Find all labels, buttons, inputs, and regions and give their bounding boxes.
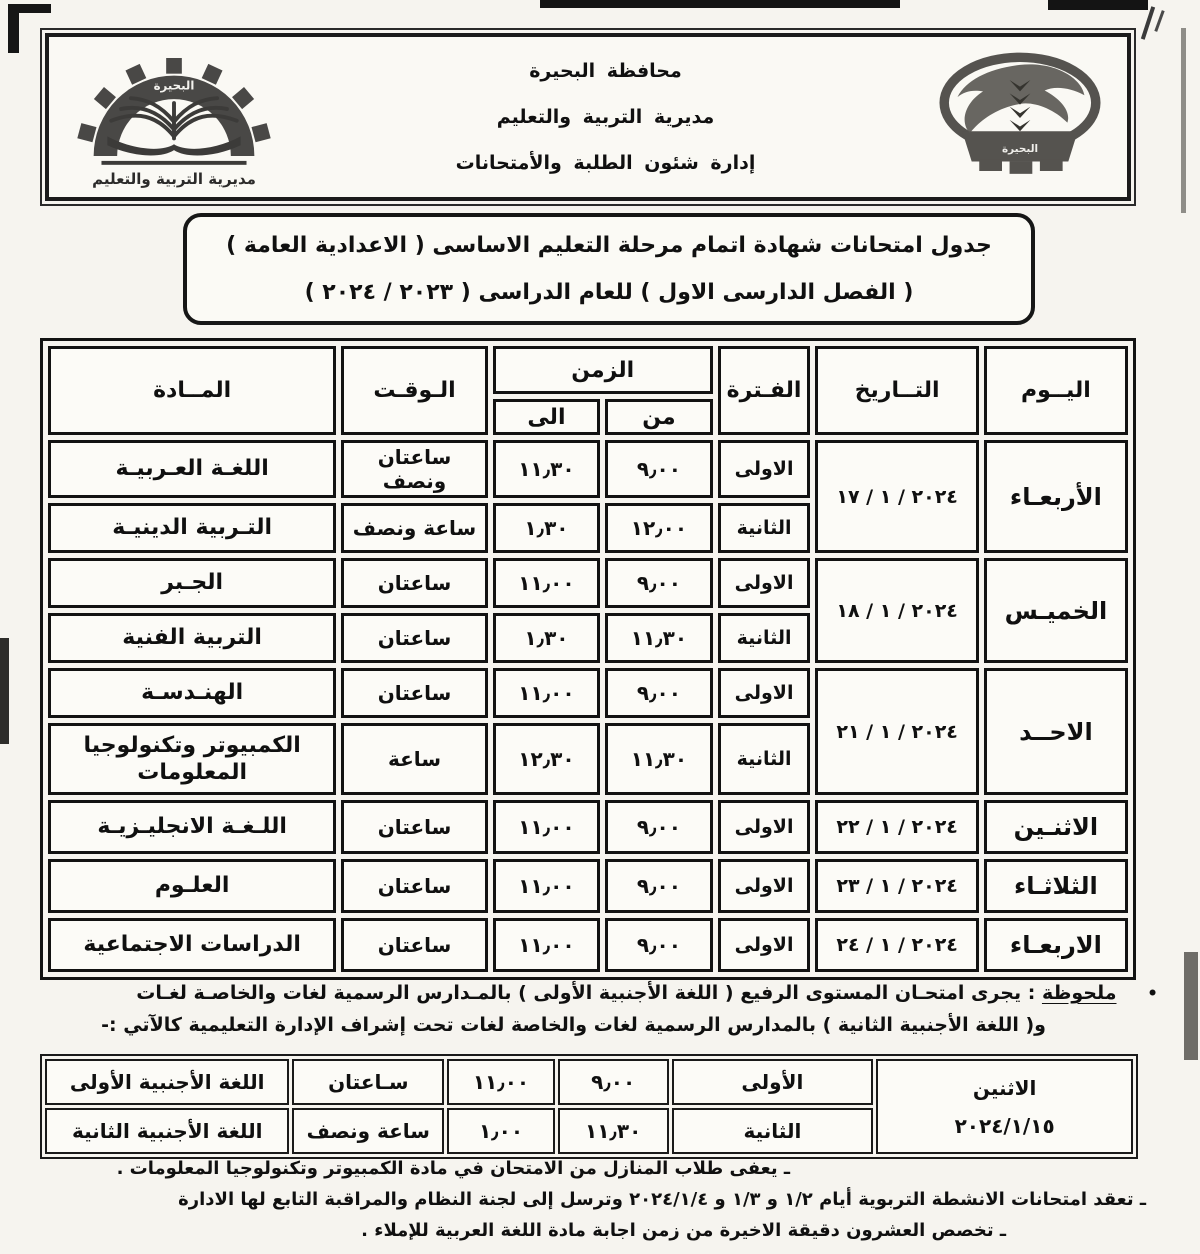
duration-cell: ساعتان: [341, 859, 487, 913]
time-from-cell: ٩٫٠٠: [605, 800, 712, 854]
time-from-cell: ٩٫٠٠: [605, 558, 712, 608]
period-cell: الأولى: [672, 1059, 874, 1105]
time-to-cell: ١١٫٠٠: [493, 859, 600, 913]
header-time: الزمن: [493, 346, 713, 394]
note-label: ملحوظة: [1041, 982, 1117, 1004]
day-cell: الثلاثـاء: [984, 859, 1128, 913]
header-duration: الـوقـت: [341, 346, 487, 435]
beheira-governorate-logo: [912, 42, 1127, 192]
table-row: [45, 1059, 1133, 1105]
table-row: [48, 668, 1128, 718]
language-exam-table: [40, 1054, 1138, 1159]
org-header-text: [299, 60, 912, 174]
time-to-cell: ١١٫٠٠: [493, 918, 600, 972]
date-cell: ٢٠٢٤ / ١ / ٢٤: [815, 918, 978, 972]
time-from-cell: ١١٫٣٠: [558, 1108, 669, 1154]
time-from-cell: ٩٫٠٠: [605, 918, 712, 972]
subject-cell: العلـوم: [48, 859, 336, 913]
note-text1: : يجرى امتحـان المستوى الرفيع ( اللغة الأجنبية الأولى ) بالمـدارس الرسمية لغات والخاصـة لغـات: [136, 982, 1036, 1004]
time-to-cell: ١٫٠٠: [447, 1108, 555, 1154]
scan-artifact-top-streak-1: [540, 0, 900, 8]
day-cell: الاحــد: [984, 668, 1128, 795]
period-cell: الاولى: [718, 918, 811, 972]
org-line-directorate: مديرية التربية والتعليم: [496, 106, 715, 128]
org-line-department: إدارة شئون الطلبة والأمتحانات: [455, 152, 756, 174]
scan-artifact-pen-mark: [1141, 6, 1155, 40]
duration-cell: ساعة ونصف: [341, 503, 487, 553]
table-row: [48, 440, 1128, 498]
date-cell: ٢٠٢٤ / ١ / ٢١: [815, 668, 978, 795]
footnotes-block: [42, 1158, 1152, 1251]
table-header-row: [48, 346, 1128, 394]
note-line2: و( اللغة الأجنبية الثانية ) بالمدارس الرسمية لغات والخاصة لغات تحت إشراف الإدارة التعليمية كالآتي :-: [101, 1014, 1046, 1036]
time-from-cell: ٩٫٠٠: [605, 859, 712, 913]
time-from-cell: ١١٫٣٠: [605, 613, 712, 663]
day-cell: الأربعـاء: [984, 440, 1128, 553]
header-day: اليــوم: [984, 346, 1128, 435]
header-period: الفـترة: [718, 346, 811, 435]
duration-cell: ساعتان: [341, 918, 487, 972]
org-line-governorate: محافظة البحيرة: [529, 60, 682, 82]
period-cell: الثانية: [718, 613, 811, 663]
period-cell: الاولى: [718, 558, 811, 608]
header-date: التــاريخ: [815, 346, 978, 435]
header-time-from: من: [605, 399, 712, 435]
duration-cell: ساعة ونصف: [292, 1108, 444, 1154]
exam-schedule-table: [40, 338, 1136, 980]
duration-cell: ساعتان: [341, 800, 487, 854]
lang-day: الاثنين: [972, 1075, 1037, 1100]
table-row: [48, 859, 1128, 913]
subject-cell: الكمبيوتر وتكنولوجيا المعلومات: [48, 723, 336, 795]
time-to-cell: ١٢٫٣٠: [493, 723, 600, 795]
date-cell: ٢٠٢٤ / ١ / ٢٣: [815, 859, 978, 913]
duration-cell: ساعتان ونصف: [341, 440, 487, 498]
duration-cell: ساعتان: [341, 613, 487, 663]
subject-cell: الهنـدسـة: [48, 668, 336, 718]
time-to-cell: ١١٫٠٠: [447, 1059, 555, 1105]
subject-cell: الدراسات الاجتماعية: [48, 918, 336, 972]
subject-cell: اللغة الأجنبية الأولى: [45, 1059, 289, 1105]
subject-cell: اللغـة العـربيـة: [48, 440, 336, 498]
time-to-cell: ١١٫٠٠: [493, 558, 600, 608]
beheira-logo-label: البحيرة: [1001, 143, 1038, 156]
note-block: [42, 982, 1158, 1036]
schedule-title-box: [183, 213, 1035, 325]
period-cell: الاولى: [718, 440, 811, 498]
period-cell: الاولى: [718, 800, 811, 854]
time-to-cell: ١٫٣٠: [493, 503, 600, 553]
time-from-cell: ٩٫٠٠: [605, 440, 712, 498]
day-date-cell: [876, 1059, 1133, 1154]
period-cell: الثانية: [718, 503, 811, 553]
time-from-cell: ١١٫٣٠: [605, 723, 712, 795]
org-header-box: [45, 33, 1131, 201]
time-to-cell: ١٫٣٠: [493, 613, 600, 663]
scan-artifact-top-streak-2: [1048, 0, 1148, 10]
education-directorate-logo: [49, 46, 299, 188]
scan-artifact-right-edge: [1181, 28, 1186, 213]
duration-cell: سـاعتان: [292, 1059, 444, 1105]
day-cell: الاربعـاء: [984, 918, 1128, 972]
education-logo-caption: مديرية التربية والتعليم: [92, 170, 256, 188]
period-cell: الثانية: [718, 723, 811, 795]
subject-cell: التـربية الدينيـة: [48, 503, 336, 553]
period-cell: الاولى: [718, 668, 811, 718]
duration-cell: ساعة: [341, 723, 487, 795]
time-from-cell: ٩٫٠٠: [605, 668, 712, 718]
time-from-cell: ٩٫٠٠: [558, 1059, 669, 1105]
header-subject: المــادة: [48, 346, 336, 435]
schedule-title-line1: جدول امتحانات شهادة اتمام مرحلة التعليم الاساسى ( الاعدادية العامة ): [226, 233, 992, 258]
header-time-to: الى: [493, 399, 600, 435]
table-row: [48, 558, 1128, 608]
table-row: [48, 918, 1128, 972]
scan-artifact-left-edge: [0, 638, 9, 744]
footnote-line: ـ يعفى طلاب المنازل من الامتحان في مادة الكمبيوتر وتكنولوجيا المعلومات .: [116, 1158, 790, 1179]
schedule-title-line2: ( الفصل الدارسى الاول ) للعام الدراسى ( ٢٠٢٣ / ٢٠٢٤ ): [304, 280, 914, 305]
footnote-line: ـ تخصص العشرون دقيقة الاخيرة من زمن اجابة مادة اللغة العربية للإملاء .: [361, 1220, 1006, 1241]
education-logo-top-label: البحيرة: [153, 78, 195, 93]
period-cell: الاولى: [718, 859, 811, 913]
subject-cell: الجـبر: [48, 558, 336, 608]
period-cell: الثانية: [672, 1108, 874, 1154]
scan-artifact-right-edge-2: [1184, 952, 1198, 1060]
footnote-line: ـ تعقد امتحانات الانشطة التربوية أيام ١/٢ و ١/٣ و ٢٠٢٤/١/٤ وترسل إلى لجنة النظام والمراقبة التابع لها الادارة: [178, 1189, 1146, 1210]
note-line1: [42, 982, 1158, 1004]
date-cell: ٢٠٢٤ / ١ / ١٧: [815, 440, 978, 553]
duration-cell: ساعتان: [341, 558, 487, 608]
duration-cell: ساعتان: [341, 668, 487, 718]
bullet-icon: •: [1147, 984, 1158, 1004]
beheira-governorate-logo-icon: [930, 42, 1110, 192]
education-directorate-logo-icon: [76, 46, 272, 168]
subject-cell: اللـغـة الانجليـزيـة: [48, 800, 336, 854]
day-cell: الاثنـين: [984, 800, 1128, 854]
date-cell: ٢٠٢٤ / ١ / ٢٢: [815, 800, 978, 854]
time-to-cell: ١١٫٠٠: [493, 800, 600, 854]
lang-date: ٢٠٢٤/١/١٥: [954, 1113, 1055, 1138]
date-cell: ٢٠٢٤ / ١ / ١٨: [815, 558, 978, 663]
scan-artifact-pen-mark-2: [1154, 10, 1164, 32]
time-from-cell: ١٢٫٠٠: [605, 503, 712, 553]
time-to-cell: ١١٫٠٠: [493, 668, 600, 718]
subject-cell: التربية الفنية: [48, 613, 336, 663]
subject-cell: اللغة الأجنبية الثانية: [45, 1108, 289, 1154]
time-to-cell: ١١٫٣٠: [493, 440, 600, 498]
day-cell: الخميـس: [984, 558, 1128, 663]
table-row: [48, 800, 1128, 854]
